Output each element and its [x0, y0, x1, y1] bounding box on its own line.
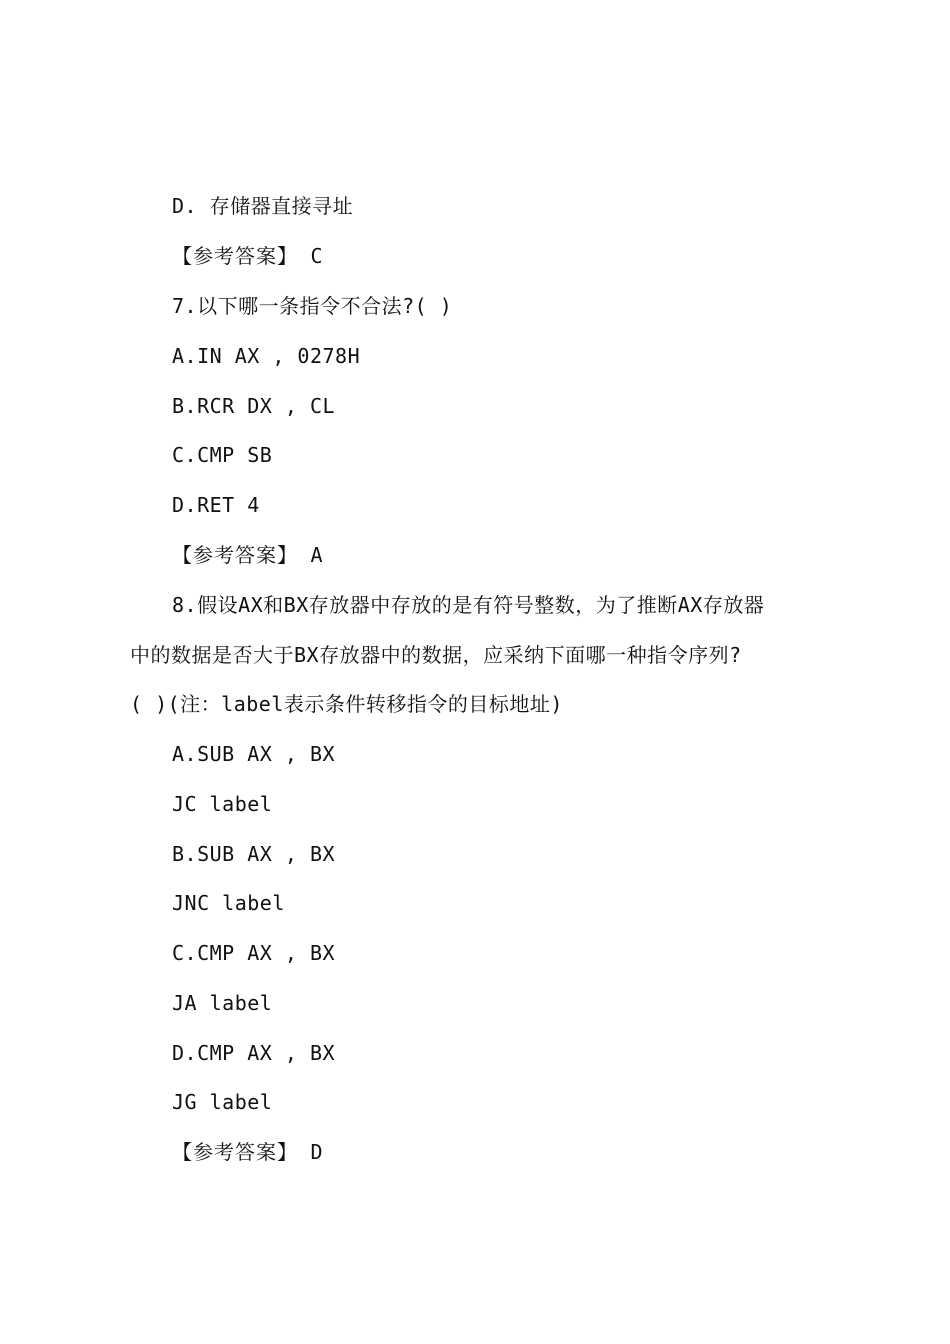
q8-option-a-line2: JC label: [172, 792, 273, 816]
q6-option-d: D. 存储器直接寻址: [172, 194, 354, 218]
q8-answer: [172, 1139, 323, 1165]
q8-question-line2: 中的数据是否大于BX存放器中的数据，应采纳下面哪一种指令序列?: [130, 643, 742, 667]
q8-option-c-line1: C.CMP AX , BX: [172, 941, 336, 965]
q8-option-c-line2: JA label: [172, 991, 273, 1015]
answer-label: 【参考答案】: [172, 1140, 298, 1164]
q8-question-line3: ( )(注：label表示条件转移指令的目标地址): [130, 692, 563, 716]
q8-option-d-line2: JG label: [172, 1090, 273, 1114]
q7-option-a: A.IN AX , 0278H: [172, 344, 361, 368]
answer-label: 【参考答案】: [172, 543, 298, 567]
answer-label: 【参考答案】: [172, 244, 298, 268]
q8-option-b-line2: JNC label: [172, 891, 285, 915]
answer-value: A: [310, 543, 324, 567]
answer-value: D: [310, 1140, 324, 1164]
q8-option-d-line1: D.CMP AX , BX: [172, 1041, 336, 1065]
answer-value: C: [310, 244, 324, 268]
q7-option-c: C.CMP SB: [172, 443, 273, 467]
q7-question: 7.以下哪一条指令不合法?( ): [172, 294, 453, 318]
q7-option-d: D.RET 4: [172, 493, 260, 517]
q7-answer: [172, 542, 323, 568]
q8-option-b-line1: B.SUB AX , BX: [172, 842, 336, 866]
q6-answer: [172, 243, 323, 269]
q7-option-b: B.RCR DX , CL: [172, 394, 336, 418]
q8-option-a-line1: A.SUB AX , BX: [172, 742, 336, 766]
q8-question-line1: 8.假设AX和BX存放器中存放的是有符号整数，为了推断AX存放器: [172, 593, 765, 617]
